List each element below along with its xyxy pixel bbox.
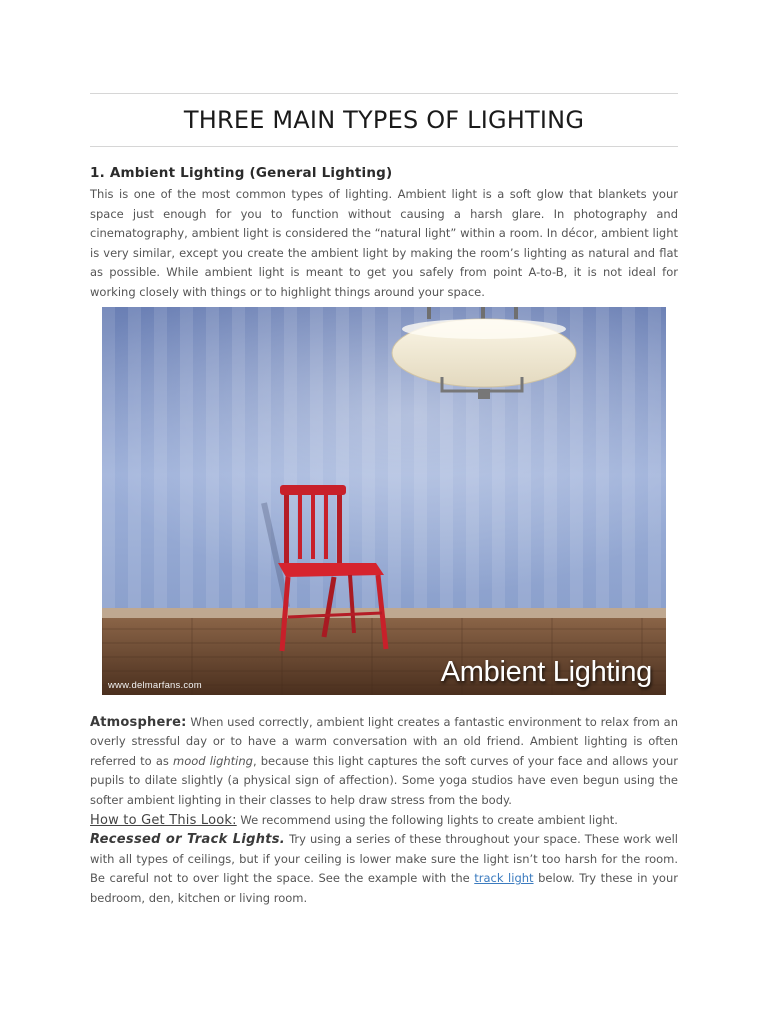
image-caption: Ambient Lighting (440, 655, 652, 688)
recessed-label: Recessed or Track Lights. (90, 832, 286, 848)
atmosphere-label: Atmosphere: (90, 714, 187, 730)
how-to-text: We recommend using the following lights to create ambient light. (236, 812, 618, 827)
room-illustration (102, 307, 666, 695)
section-heading: 1. Ambient Lighting (General Lighting) (90, 165, 393, 181)
atmosphere-text-after: , because this light captures the soft curves of your face and allows your pupils to dilate slightly (a physical sign of affection). Some yoga studios have even begun using the softer ambient lighting in their classes to help draw stress from the body. (90, 753, 678, 807)
atmosphere-text-before: When used correctly, ambient light creates a fantastic environment to relax from an overly stressful day or to have a warm conversation with an old friend. Ambient lighting is often referred to as (90, 714, 678, 768)
recessed-text-after: below. Try these in your bedroom, den, kitchen or living room. (90, 871, 678, 905)
atmosphere-paragraph (90, 713, 678, 811)
document-page (90, 93, 678, 909)
recessed-paragraph (90, 830, 678, 908)
how-to-label: How to Get This Look: (90, 812, 237, 828)
watermark-text: www.delmarfans.com (108, 679, 202, 691)
ambient-lighting-image (102, 307, 666, 695)
title-divider (90, 146, 678, 147)
recessed-text-before: Try using a series of these throughout your space. These work well with all types of ceilings, but if your ceiling is lower make sure the light isn’t too harsh for the room. Be careful not to over light the space. See the example with the (90, 832, 678, 886)
page-title: THREE MAIN TYPES OF LIGHTING (183, 106, 585, 134)
mood-lighting-italic: mood lighting (173, 753, 253, 768)
how-to-paragraph (90, 811, 678, 831)
track-light-link[interactable]: track light (474, 871, 534, 886)
intro-paragraph: This is one of the most common types of lighting. Ambient light is a soft glow that blankets your space just enough for you to function without causing a harsh glare. In photography and cinematography, ambient light is considered the “natural light” within a room. In décor, ambient light is very similar, except you create the ambient light by making the room’s lighting as natural and flat as possible. While ambient light is meant to get you safely from point A-to-B, it is not ideal for working closely with things or to highlight things around your space. (90, 187, 678, 299)
